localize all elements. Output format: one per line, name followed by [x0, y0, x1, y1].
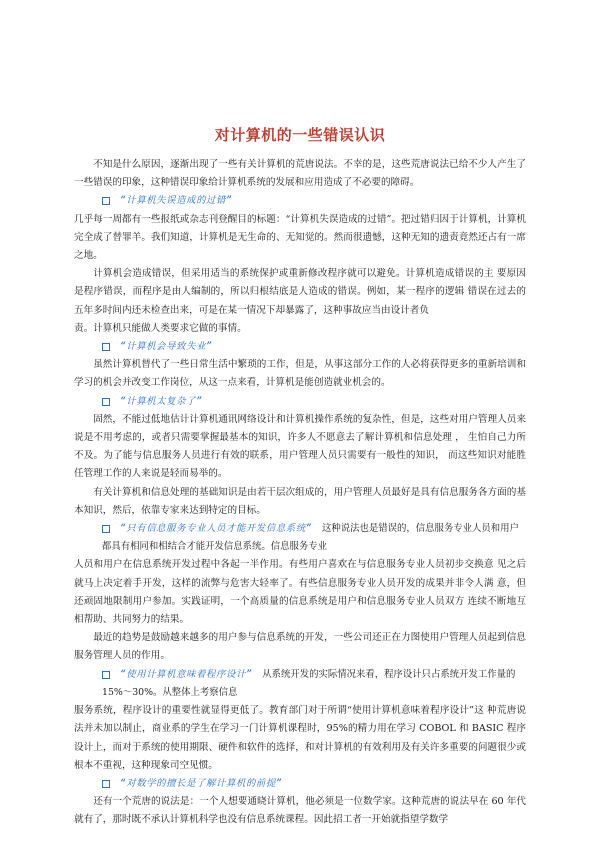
paragraph: 计算机会造成错误，但采用适当的系统保护或重新修改程序就可以避免。计算机造成错误的主 要原因是程序错误，而程序是由人编制的，所以归根结底是人造成的错误。例如，某一程序的逻辑 错误在过去的五年多时间内还未检查出来，可是在某一情况下却暴露了，这种事故应当由设计者负	[74, 268, 526, 316]
paragraph: 有关计算机和信息处理的基础知识是由若干层次组成的，用户管理人员最好是具有信息服务各方面的基本知识，然后，依靠专家来达到特定的目标。	[74, 486, 526, 516]
section-heading-text: “计算机太复杂了”	[120, 395, 203, 407]
section-heading-text: “使用计算机意味着程序设计”	[120, 668, 253, 680]
article-body	[74, 156, 526, 830]
section-heading-specialists-only	[74, 520, 526, 556]
heading-tail-text: 从系统开发的实际情况来看，程序设计只占系统开发工作量的 15%～30%。从整体上考察信息	[102, 668, 516, 698]
section-heading-computer-error	[74, 192, 526, 210]
paragraph: 人员和用户在信息系统开发过程中各起一半作用。有些用户喜欢在与信息服务专业人员初步交换意 见之后就马上决定着手开发，这样的流弊与危害大轻率了。有些信息服务专业人员开发的成果并非令人满 意，但还顽固地限制用户参加。实践证明，一个高质量的信息系统是用户和信息服务专业人员双方 连续不断地互相帮助、共同努力的结果。	[74, 559, 526, 626]
paragraph: 固然，不能过低地估计计算机通讯网络设计和计算机操作系统的复杂性，但是，这些对用户管理人员来说是不用考虑的，或者只需要掌握最基本的知识，许多人不愿意去了解计算机和信息处理 ， 生怕自己力所不及。为了能与信息服务人员进行有效的联系，用户管理人员只需要有一般性的知识， 而这些知识对能胜任管理工作的人来说是轻而易举的。	[74, 413, 526, 480]
section-heading-math	[74, 775, 526, 793]
paragraph: 最近的趋势是鼓励越来越多的用户参与信息系统的开发，一些公司还正在力图使用户管理人员起到信息服务管理人员的作用。	[74, 632, 526, 662]
paragraph: 还有一个荒唐的说法是：一个人想要通晓计算机，他必须是一位数学家。这种荒唐的说法早在 60 年代就有了，那时既不承认计算机科学也没有信息系统课程。因此招工者一开始就指望学数学	[74, 796, 526, 826]
paragraph: 服务系统，程序设计的重要性就显得更低了。教育部门对于所谓“使用计算机意味着程序设计”这 种荒唐说法并未加以制止，商业系的学生在学习一门计算机课程时，95%的精力用在学习 COBOL 和 BASIC 程序设计上，而对于系统的使用期限、硬件和软件的选择，和对计算机的有效利用及有关许多重要的问题很少或根本不重视，这种现象司空见惯。	[74, 705, 526, 771]
page-title: 对计算机的一些错误认识	[214, 126, 386, 144]
section-heading-text: “计算机会导致失业”	[120, 341, 213, 353]
checkbox-icon	[102, 780, 110, 788]
paragraph: 责。计算机只能做人类要求它做的事情。	[74, 322, 247, 334]
section-heading-programming	[74, 666, 526, 702]
section-heading-text: “对数学的擅长是了解计算机的前提”	[120, 777, 283, 789]
checkbox-icon	[102, 197, 110, 205]
section-heading-too-complex	[74, 393, 526, 411]
checkbox-icon	[102, 343, 110, 351]
section-heading-text: “只有信息服务专业人员才能开发信息系统”	[120, 523, 313, 535]
paragraph: 几乎每一周都有一些报纸或杂志刊登醒目的标题：“计算机失误造成的过错”。把过错归因于计算机，计算机完全成了替罪羊。我们知道，计算机是无生命的、无知觉的。然而很遗憾，这种无知的遗责竟然还占有一席之地。	[74, 213, 526, 262]
section-heading-text: “计算机失误造成的过错”	[120, 195, 233, 207]
checkbox-icon	[102, 398, 110, 406]
section-heading-unemployment	[74, 338, 526, 356]
heading-tail-text: 这种说法也是错误的，信息服务专业人员和用户都具有相同和相结合才能开发信息系统。信息服务专业	[102, 523, 519, 553]
intro-paragraph: 不知是什么原因，逐渐出现了一些有关计算机的荒唐说法。不幸的是，这些荒唐说法已给不少人产生了一些错误的印象，这种错误印象给计算机系统的发展和应用造成了不必要的障碍。	[74, 159, 526, 189]
paragraph: 虽然计算机替代了一些日常生活中繁琐的工作，但是，从事这部分工作的人必将获得更多的重新培训和学习的机会并改变工作岗位，从这一点来看，计算机是能创造就业机会的。	[74, 359, 526, 389]
checkbox-icon	[102, 525, 110, 533]
checkbox-icon	[102, 671, 110, 679]
